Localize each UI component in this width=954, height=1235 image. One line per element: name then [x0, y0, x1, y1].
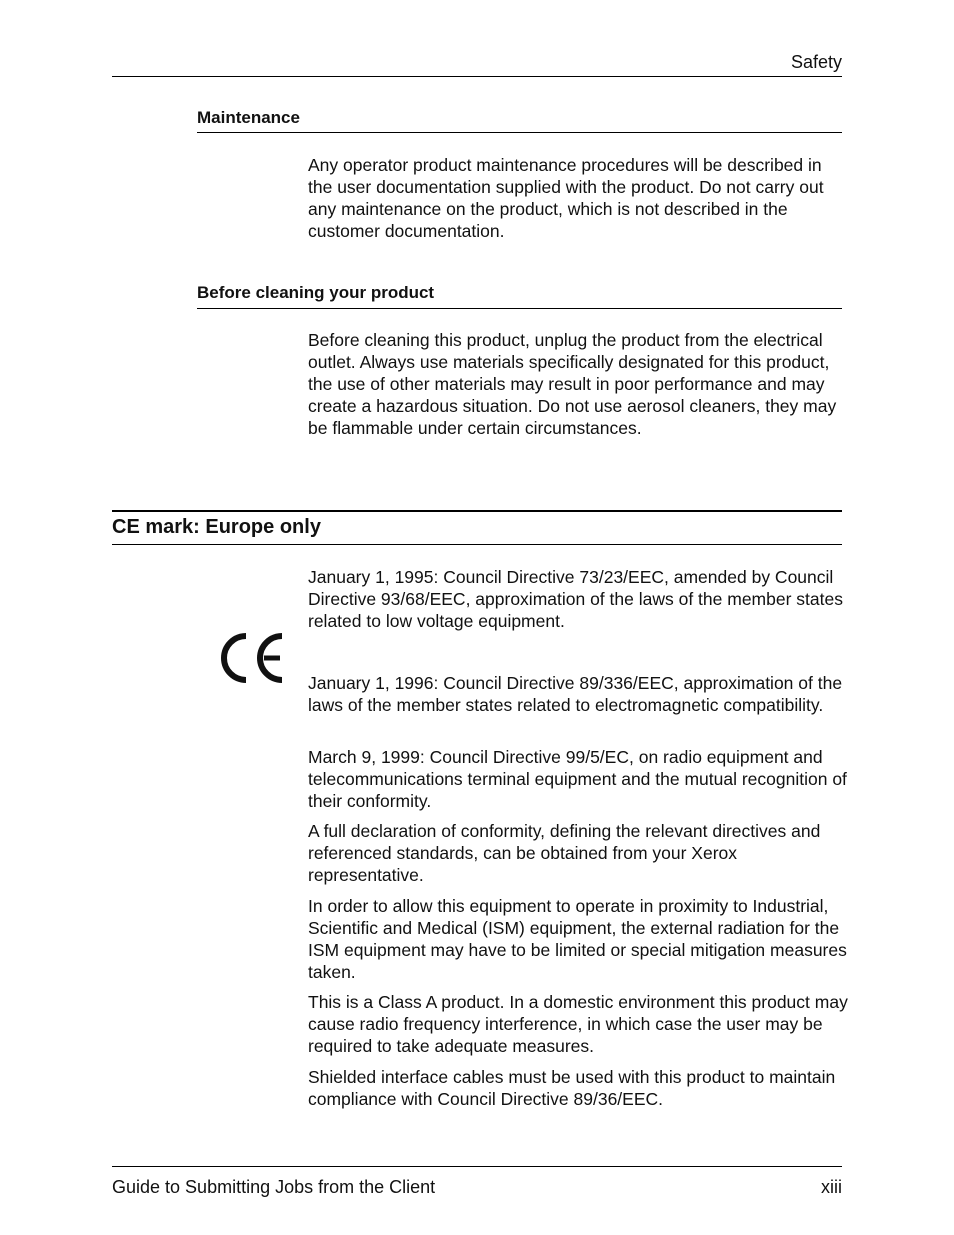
- running-header: Safety: [790, 52, 842, 72]
- maintenance-body: Any operator product maintenance procedures will be described in the user documentation supplied with the product. Do not carry out any maintenance on the product, which is not described in the customer documentation.: [308, 155, 824, 241]
- cleaning-body: Before cleaning this product, unplug the product from the electrical outlet. Always use materials specifically designated for this product, the use of other materials may result in poor performance and may create a hazardous situation. Do not use aerosol cleaners, they may be flammable under certain circumstances.: [308, 330, 837, 438]
- ce-paragraph-7: Shielded interface cables must be used with this product to maintain compliance with Council Directive 89/36/EEC.: [308, 1067, 836, 1109]
- footer-title: Guide to Submitting Jobs from the Client: [112, 1177, 436, 1197]
- ce-paragraph-3: March 9, 1999: Council Directive 99/5/EC, on radio equipment and telecommunications terminal equipment and the mutual recognition of their conformity.: [308, 747, 847, 811]
- maintenance-heading: Maintenance: [197, 108, 300, 127]
- footer-rule: [112, 1166, 842, 1167]
- ce-heading: CE mark: Europe only: [112, 516, 321, 538]
- ce-paragraph-6: This is a Class A product. In a domestic environment this product may cause radio frequency interference, in which case the user may be required to take adequate measures.: [308, 992, 848, 1056]
- ce-paragraph-4: A full declaration of conformity, defining the relevant directives and referenced standards, can be obtained from your Xerox representative.: [308, 821, 821, 885]
- cleaning-heading: Before cleaning your product: [197, 283, 435, 302]
- ce-mark-icon: [220, 630, 286, 686]
- ce-top-rule: [112, 510, 842, 512]
- cleaning-rule: [197, 308, 842, 309]
- header-rule: [112, 76, 842, 77]
- ce-paragraph-2: January 1, 1996: Council Directive 89/336/EEC, approximation of the laws of the member states related to electromagnetic compatibility.: [308, 673, 843, 715]
- ce-paragraph-5: In order to allow this equipment to operate in proximity to Industrial, Scientific and Medical (ISM) equipment, the external radiation for the ISM equipment may have to be limited or special mitigation measures taken.: [308, 896, 847, 982]
- maintenance-rule: [197, 132, 842, 133]
- page-number: xiii: [821, 1177, 842, 1197]
- ce-paragraph-1: January 1, 1995: Council Directive 73/23/EEC, amended by Council Directive 93/68/EEC, approximation of the laws of the member states related to low voltage equipment.: [308, 567, 843, 631]
- ce-bottom-rule: [112, 544, 842, 545]
